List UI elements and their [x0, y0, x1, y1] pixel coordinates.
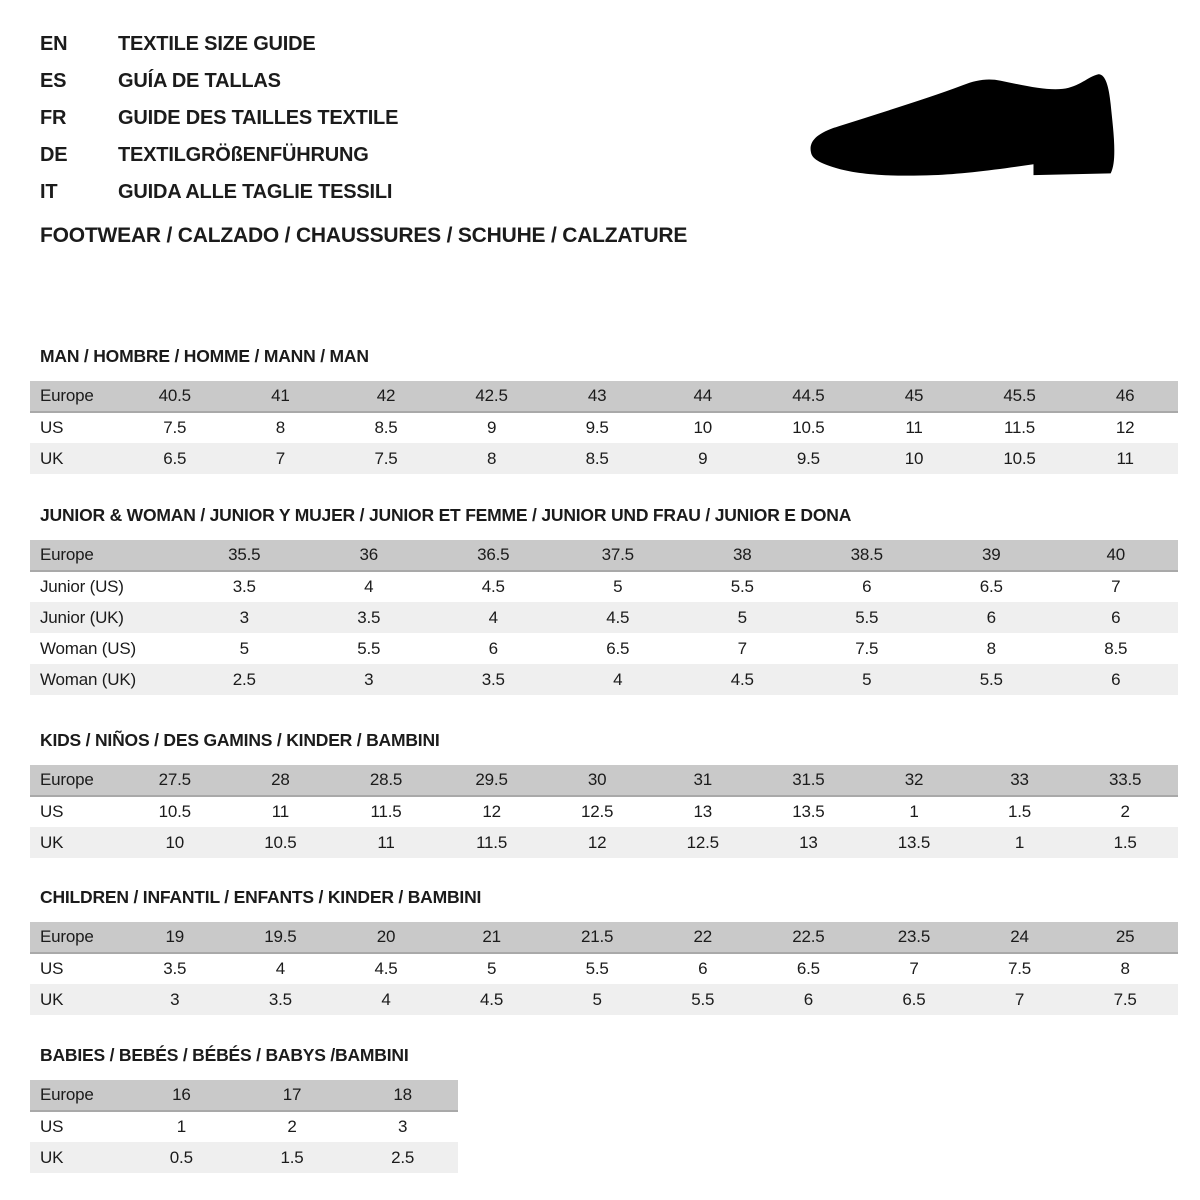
- section-title-man: MAN / HOMBRE / HOMME / MANN / MAN: [40, 346, 369, 366]
- size-cell: 44: [650, 381, 756, 412]
- table-row-europe: [30, 381, 1178, 412]
- row-label: Woman (US): [30, 633, 182, 664]
- size-cell: 19: [122, 922, 228, 953]
- size-cell: 3: [307, 664, 432, 695]
- size-cell: 4: [556, 664, 681, 695]
- size-cell: 30: [544, 765, 650, 796]
- size-cell: 7: [228, 443, 334, 474]
- size-cell: 1.5: [967, 796, 1073, 827]
- size-cell: 8: [439, 443, 545, 474]
- size-cell: 11: [228, 796, 334, 827]
- size-cell: 9: [650, 443, 756, 474]
- table-row-woman-uk-: [30, 664, 1178, 695]
- size-cell: 4: [333, 984, 439, 1015]
- row-label: Europe: [30, 1080, 126, 1111]
- size-cell: 1: [967, 827, 1073, 858]
- size-cell: 22: [650, 922, 756, 953]
- language-row: [40, 137, 398, 174]
- size-cell: 1.5: [237, 1142, 348, 1173]
- size-cell: 12: [439, 796, 545, 827]
- size-cell: 32: [861, 765, 967, 796]
- size-cell: 6: [929, 602, 1054, 633]
- size-cell: 12.5: [650, 827, 756, 858]
- size-cell: 5: [805, 664, 930, 695]
- language-row: [40, 174, 398, 211]
- size-cell: 21: [439, 922, 545, 953]
- size-cell: 6.5: [122, 443, 228, 474]
- size-cell: 5.5: [805, 602, 930, 633]
- size-cell: 23.5: [861, 922, 967, 953]
- size-cell: 11.5: [333, 796, 439, 827]
- size-cell: 6: [1054, 602, 1179, 633]
- section-title-junior: JUNIOR & WOMAN / JUNIOR Y MUJER / JUNIOR ET FEMME / JUNIOR UND FRAU / JUNIOR E DONA: [40, 505, 852, 525]
- size-cell: 9.5: [756, 443, 862, 474]
- size-cell: 11.5: [967, 412, 1073, 443]
- size-section-junior-woman: [30, 505, 1178, 695]
- size-cell: 12.5: [544, 796, 650, 827]
- size-cell: 40: [1054, 540, 1179, 571]
- size-cell: 12: [544, 827, 650, 858]
- size-cell: 0.5: [126, 1142, 237, 1173]
- size-cell: 4.5: [431, 571, 556, 602]
- table-row-uk: [30, 443, 1178, 474]
- size-cell: 18: [347, 1080, 458, 1111]
- table-row-uk: [30, 1142, 458, 1173]
- size-cell: 6: [431, 633, 556, 664]
- size-cell: 38: [680, 540, 805, 571]
- size-cell: 6.5: [929, 571, 1054, 602]
- table-row-us: [30, 412, 1178, 443]
- size-cell: 8.5: [333, 412, 439, 443]
- table-row-junior-uk-: [30, 602, 1178, 633]
- table-row-us: [30, 1111, 458, 1142]
- section-title-kids: KIDS / NIÑOS / DES GAMINS / KINDER / BAMBINI: [40, 730, 440, 750]
- size-cell: 9.5: [544, 412, 650, 443]
- size-cell: 8: [228, 412, 334, 443]
- size-cell: 2.5: [347, 1142, 458, 1173]
- size-section-man: [30, 346, 1178, 474]
- size-section-children: [30, 887, 1178, 1015]
- category-title: FOOTWEAR / CALZADO / CHAUSSURES / SCHUHE / CALZATURE: [40, 224, 688, 247]
- size-cell: 41: [228, 381, 334, 412]
- size-cell: 12: [1072, 412, 1178, 443]
- size-cell: 8.5: [544, 443, 650, 474]
- size-table-junior: [30, 540, 1178, 695]
- size-cell: 31: [650, 765, 756, 796]
- size-cell: 6: [756, 984, 862, 1015]
- row-label: US: [30, 412, 122, 443]
- size-cell: 24: [967, 922, 1073, 953]
- table-row-europe: [30, 540, 1178, 571]
- size-cell: 5: [439, 953, 545, 984]
- size-cell: 7: [1054, 571, 1179, 602]
- size-cell: 6.5: [556, 633, 681, 664]
- size-cell: 6.5: [756, 953, 862, 984]
- size-cell: 17: [237, 1080, 348, 1111]
- row-label: UK: [30, 984, 122, 1015]
- language-title: GUÍA DE TALLAS: [118, 70, 281, 92]
- size-cell: 16: [126, 1080, 237, 1111]
- row-label: UK: [30, 1142, 126, 1173]
- size-cell: 28: [228, 765, 334, 796]
- size-cell: 10.5: [122, 796, 228, 827]
- row-label: US: [30, 953, 122, 984]
- row-label: US: [30, 1111, 126, 1142]
- size-table-children: [30, 922, 1178, 1015]
- table-row-us: [30, 953, 1178, 984]
- size-cell: 4.5: [680, 664, 805, 695]
- size-cell: 7.5: [805, 633, 930, 664]
- size-cell: 7: [967, 984, 1073, 1015]
- size-cell: 4.5: [556, 602, 681, 633]
- size-cell: 42.5: [439, 381, 545, 412]
- size-cell: 29.5: [439, 765, 545, 796]
- size-cell: 1: [861, 796, 967, 827]
- size-cell: 6: [805, 571, 930, 602]
- size-cell: 5.5: [544, 953, 650, 984]
- table-row-europe: [30, 922, 1178, 953]
- size-cell: 33.5: [1072, 765, 1178, 796]
- row-label: Europe: [30, 540, 182, 571]
- language-row: [40, 63, 398, 100]
- size-cell: 13.5: [756, 796, 862, 827]
- table-row-uk: [30, 984, 1178, 1015]
- table-row-junior-us-: [30, 571, 1178, 602]
- size-cell: 4: [228, 953, 334, 984]
- size-cell: 46: [1072, 381, 1178, 412]
- size-cell: 10.5: [967, 443, 1073, 474]
- size-cell: 8: [929, 633, 1054, 664]
- shoe-icon: [788, 48, 1170, 216]
- row-label: Europe: [30, 381, 122, 412]
- size-cell: 19.5: [228, 922, 334, 953]
- size-cell: 7: [861, 953, 967, 984]
- row-label: Woman (UK): [30, 664, 182, 695]
- size-cell: 8: [1072, 953, 1178, 984]
- size-cell: 8.5: [1054, 633, 1179, 664]
- size-cell: 39: [929, 540, 1054, 571]
- language-title: TEXTILGRÖßENFÜHRUNG: [118, 144, 369, 166]
- language-code: EN: [40, 33, 68, 55]
- row-label: US: [30, 796, 122, 827]
- size-cell: 10: [122, 827, 228, 858]
- table-row-europe: [30, 1080, 458, 1111]
- table-row-europe: [30, 765, 1178, 796]
- size-cell: 4: [307, 571, 432, 602]
- size-cell: 3: [182, 602, 307, 633]
- size-cell: 6.5: [861, 984, 967, 1015]
- language-code: DE: [40, 144, 68, 166]
- language-title: GUIDE DES TAILLES TEXTILE: [118, 107, 399, 129]
- table-row-us: [30, 796, 1178, 827]
- size-cell: 1.5: [1072, 827, 1178, 858]
- size-cell: 11: [861, 412, 967, 443]
- size-cell: 5.5: [307, 633, 432, 664]
- language-title: TEXTILE SIZE GUIDE: [118, 33, 316, 55]
- size-cell: 28.5: [333, 765, 439, 796]
- language-code: IT: [40, 181, 58, 203]
- size-cell: 5: [680, 602, 805, 633]
- size-cell: 10.5: [228, 827, 334, 858]
- size-cell: 3: [347, 1111, 458, 1142]
- size-cell: 36: [307, 540, 432, 571]
- size-cell: 21.5: [544, 922, 650, 953]
- size-cell: 5: [556, 571, 681, 602]
- section-title-babies: BABIES / BEBÉS / BÉBÉS / BABYS /BAMBINI: [40, 1045, 409, 1065]
- size-cell: 31.5: [756, 765, 862, 796]
- row-label: Europe: [30, 922, 122, 953]
- size-cell: 45: [861, 381, 967, 412]
- size-cell: 36.5: [431, 540, 556, 571]
- language-row: [40, 26, 398, 63]
- size-cell: 3: [122, 984, 228, 1015]
- size-cell: 2: [237, 1111, 348, 1142]
- size-cell: 7: [680, 633, 805, 664]
- size-cell: 2: [1072, 796, 1178, 827]
- size-cell: 10: [650, 412, 756, 443]
- size-section-babies: [30, 1045, 458, 1173]
- size-cell: 7.5: [333, 443, 439, 474]
- size-cell: 9: [439, 412, 545, 443]
- size-cell: 22.5: [756, 922, 862, 953]
- size-table-man: [30, 381, 1178, 474]
- size-cell: 5.5: [929, 664, 1054, 695]
- size-cell: 40.5: [122, 381, 228, 412]
- size-cell: 3.5: [122, 953, 228, 984]
- size-cell: 25: [1072, 922, 1178, 953]
- row-label: Junior (UK): [30, 602, 182, 633]
- size-cell: 20: [333, 922, 439, 953]
- size-table-kids: [30, 765, 1178, 858]
- row-label: Junior (US): [30, 571, 182, 602]
- size-section-kids: [30, 730, 1178, 858]
- section-title-children: CHILDREN / INFANTIL / ENFANTS / KINDER / BAMBINI: [40, 887, 482, 907]
- size-cell: 5.5: [680, 571, 805, 602]
- language-row: [40, 100, 398, 137]
- size-cell: 6: [1054, 664, 1179, 695]
- size-cell: 44.5: [756, 381, 862, 412]
- size-cell: 7.5: [967, 953, 1073, 984]
- size-cell: 5: [544, 984, 650, 1015]
- size-cell: 42: [333, 381, 439, 412]
- table-row-uk: [30, 827, 1178, 858]
- language-code: FR: [40, 107, 67, 129]
- size-cell: 5: [182, 633, 307, 664]
- size-cell: 13: [756, 827, 862, 858]
- size-cell: 38.5: [805, 540, 930, 571]
- size-cell: 37.5: [556, 540, 681, 571]
- language-list: [40, 26, 398, 211]
- size-cell: 1: [126, 1111, 237, 1142]
- size-cell: 3.5: [182, 571, 307, 602]
- size-cell: 3.5: [228, 984, 334, 1015]
- size-cell: 2.5: [182, 664, 307, 695]
- size-cell: 33: [967, 765, 1073, 796]
- size-cell: 35.5: [182, 540, 307, 571]
- size-cell: 10.5: [756, 412, 862, 443]
- language-title: GUIDA ALLE TAGLIE TESSILI: [118, 181, 393, 203]
- size-cell: 4.5: [333, 953, 439, 984]
- size-cell: 45.5: [967, 381, 1073, 412]
- size-cell: 7.5: [122, 412, 228, 443]
- size-cell: 3.5: [431, 664, 556, 695]
- size-cell: 13.5: [861, 827, 967, 858]
- size-cell: 11: [1072, 443, 1178, 474]
- row-label: UK: [30, 827, 122, 858]
- size-cell: 43: [544, 381, 650, 412]
- size-cell: 27.5: [122, 765, 228, 796]
- size-cell: 11: [333, 827, 439, 858]
- size-cell: 6: [650, 953, 756, 984]
- language-code: ES: [40, 70, 67, 92]
- size-cell: 7.5: [1072, 984, 1178, 1015]
- row-label: Europe: [30, 765, 122, 796]
- size-cell: 10: [861, 443, 967, 474]
- size-cell: 4: [431, 602, 556, 633]
- size-table-babies: [30, 1080, 458, 1173]
- row-label: UK: [30, 443, 122, 474]
- size-cell: 3.5: [307, 602, 432, 633]
- table-row-woman-us-: [30, 633, 1178, 664]
- size-cell: 5.5: [650, 984, 756, 1015]
- size-cell: 13: [650, 796, 756, 827]
- size-cell: 4.5: [439, 984, 545, 1015]
- size-cell: 11.5: [439, 827, 545, 858]
